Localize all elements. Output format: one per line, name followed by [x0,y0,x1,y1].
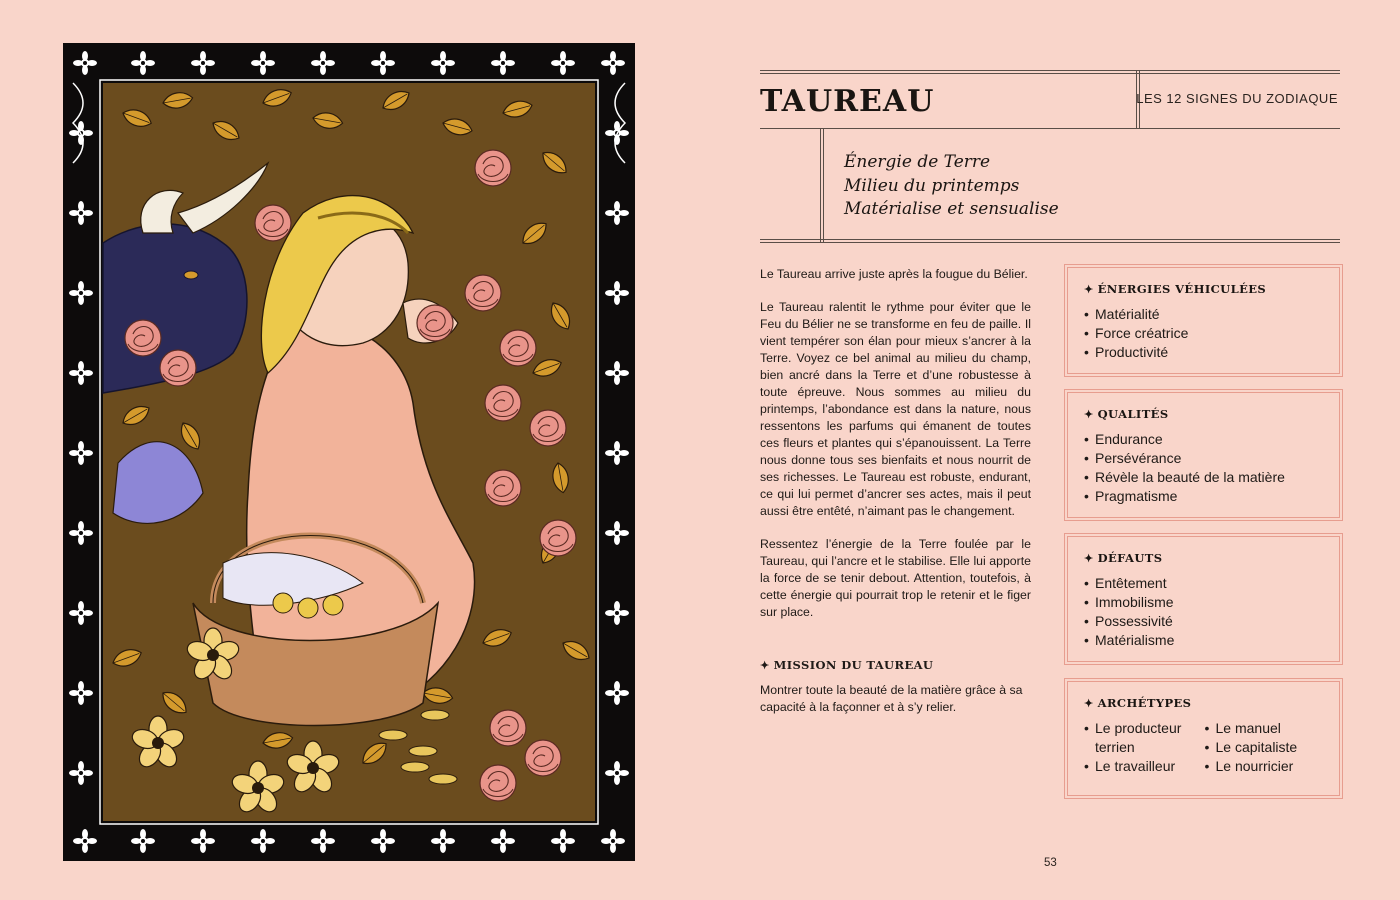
list-item: • Pragmatisme [1084,487,1325,506]
page-title: TAUREAU [760,84,935,119]
list-item: • Matérialisme [1084,631,1325,650]
star-icon: ✦ [1084,552,1094,565]
page-number: 53 [1044,857,1057,869]
subtitle-line: Matérialise et sensualise [844,199,1059,219]
subtitle-line: Énergie de Terre [844,152,991,172]
list-item: • Le nourricier [1205,757,1326,776]
section-label: LES 12 SIGNES DU ZODIAQUE [1136,91,1338,106]
body-paragraph: Le Taureau ralentit le rythme pour éviter que le Feu du Bélier ne se transforme en feu de paille. Il vient tempérer son élan pour mieux s’ancrer à la Terre. Voyez ce bel animal au milieu du champ, bien ancré dans la Terre et d’une robustesse à toute épreuve. Nous sommes au milieu du printemps, l’abondance est dans la nature, nous ressentons les parfums qui émanent de toutes ces fleurs et plantes qui s’épanouissent. La Terre nous donne tous ses bienfaits et nous nourrit de ses richesses. Le Taureau est robuste, endurant, ce qui lui permet d’ancrer ses actes, mais il peut aussi être entêté, n’aimant pas le changement. [760,300,1031,518]
body-paragraph: Le Taureau arrive juste après la fougue du Bélier. [760,267,1028,281]
list-item: • Force créatrice [1084,324,1325,343]
star-icon: ✦ [1084,697,1094,710]
star-icon: ✦ [1084,283,1094,296]
star-icon: ✦ [760,659,770,672]
list-item: • Endurance [1084,430,1325,449]
taurus-illustration [63,43,635,861]
mission-text: Montrer toute la beauté de la matière grâce à sa capacité à la façonner et à s’y relier. [760,683,1023,714]
list-item: • Persévérance [1084,449,1325,468]
box-defauts [1067,536,1340,662]
subtitle-block [760,129,1340,243]
list-item: • Possessivité [1084,612,1325,631]
box-archetypes [1067,681,1340,796]
list-item: • Révèle la beauté de la matière [1084,468,1325,487]
box-energies [1067,267,1340,374]
body-paragraph: Ressentez l’énergie de la Terre foulée par le Taureau, qui l’ancre et le stabilise. Elle lui apporte la force de se tenir debout. Attention, toutefois, à cette énergie qui pourrait trop le retenir et le figer sur place. [760,537,1031,619]
subtitle-line: Milieu du printemps [844,175,1020,196]
box-heading: ✦ ARCHÉTYPES [1084,696,1192,710]
list-item: • Le manuel [1205,719,1326,738]
star-icon: ✦ [1084,408,1094,421]
list-item: • Immobilisme [1084,593,1325,612]
list-item: • Entêtement [1084,574,1325,593]
list-item: • Le capitaliste [1205,738,1326,757]
list-item: • Le travailleur [1084,757,1205,776]
box-heading: ✦ QUALITÉS [1084,407,1169,421]
box-heading: ✦ ÉNERGIES VÉHICULÉES [1084,282,1267,296]
box-qualites [1067,392,1340,518]
box-heading: ✦ DÉFAUTS [1084,551,1163,565]
body-text [760,266,1031,732]
list-item: • Productivité [1084,343,1325,362]
mission-heading: ✦ MISSION DU TAUREAU [760,658,934,672]
list-item: • Le producteur terrien [1084,719,1205,757]
page-header [760,70,1340,129]
list-item: • Matérialité [1084,305,1325,324]
